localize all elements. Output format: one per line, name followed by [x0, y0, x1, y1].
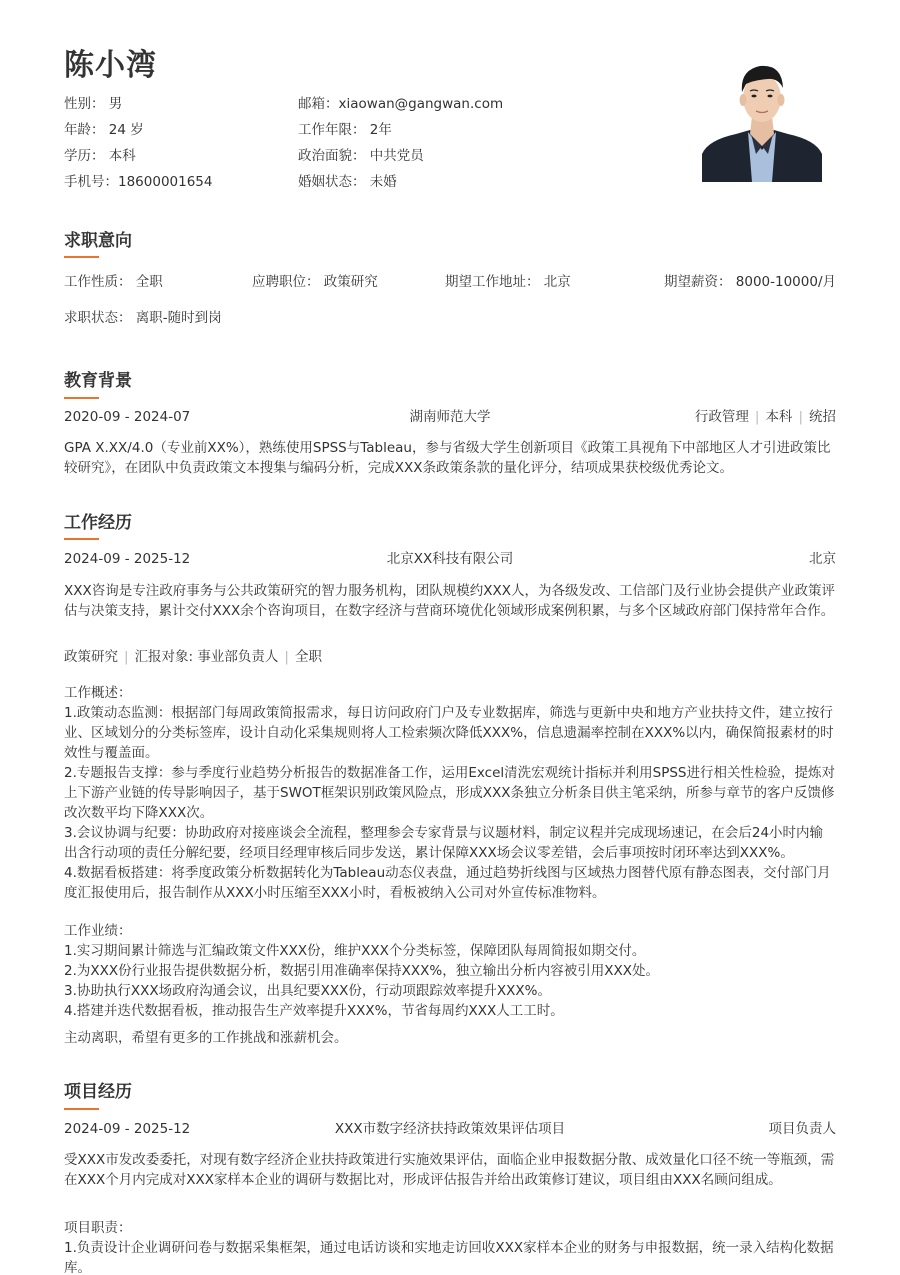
- age: 年龄： 24 岁: [64, 122, 144, 138]
- achievement-label: 工作业绩：: [64, 923, 132, 939]
- info-row: [64, 173, 584, 199]
- major: 行政管理: [694, 409, 749, 425]
- overview-item: 1.政策动态监测：根据部门每周政策简报需求，每日访问政府门户及专业数据库，筛选与更新中央和地方产业扶持文件，建立按行业、区域划分的分类标签库，设计自动化采集规则将人工检索频次降低XXX%，信息遗漏率控制在XXX%以内，确保简报素材的时效性与覆盖面。: [64, 705, 834, 761]
- project-description: 受XXX市发改委委托，对现有数字经济企业扶持政策进行实施效果评估，面临企业申报数据分散、成效量化口径不统一等瓶颈，需在XXX个月内完成对XXX家样本企业的调研与数据比对，形成评估报告并给出政策修订建议，项目组由XXX名顾问组成。: [64, 1152, 835, 1188]
- achievement-item: 1.实习期间累计筛选与汇编政策文件XXX份，维护XXX个分类标签，保障团队每周简报如期交付。: [64, 943, 646, 959]
- work-tag-group: [64, 647, 322, 667]
- work-tag-report-to: 汇报对象: 事业部负责人: [134, 649, 279, 665]
- work-period: 2024-09 - 2025-12: [64, 551, 191, 567]
- work-tag-type: 全职: [294, 649, 322, 665]
- project-role: 项目负责人: [768, 1121, 836, 1137]
- project-period: 2024-09 - 2025-12: [64, 1121, 191, 1137]
- overview-item: 3.会议协调与纪要：协助政府对接座谈会全流程，整理参会专家背景与议题材料，制定议程并完成现场速记，在会后24小时内输出含行动项的责任分解纪要，经项目经理审核后同步发送，累计保障XXX场会议零差错，会后事项按时闭环率达到XXX%。: [64, 825, 824, 861]
- work-tags: [64, 647, 836, 667]
- section-title-work: 工作经历: [64, 513, 132, 533]
- portrait-icon: [702, 50, 822, 182]
- work-years: 工作年限： 2年: [298, 122, 392, 138]
- work-city: 北京: [809, 551, 836, 567]
- info-row: [64, 121, 584, 147]
- project-header: [64, 1119, 836, 1139]
- section-title-intent: 求职意向: [64, 231, 132, 251]
- achievement-item: 3.协助执行XXX场政府沟通会议，出具纪要XXX份，行动项跟踪效率提升XXX%。: [64, 983, 551, 999]
- project-name: XXX市数字经济扶持政策效果评估项目: [334, 1121, 566, 1137]
- separator: |: [124, 649, 129, 665]
- achievement-item: 2.为XXX份行业报告提供数据分析，数据引用准确率保持XXX%，独立输出分析内容被引用XXX处。: [64, 963, 659, 979]
- section-divider: [64, 397, 99, 399]
- candidate-name: 陈小湾: [64, 48, 157, 83]
- email: 邮箱：xiaowan@gangwan.com: [298, 96, 504, 112]
- section-divider: [64, 538, 99, 540]
- work-header: [64, 549, 836, 569]
- avatar-photo: [702, 50, 822, 182]
- work-achievements: [64, 921, 836, 1021]
- info-row: [64, 95, 584, 121]
- personal-info: [64, 95, 584, 199]
- separator: |: [754, 409, 760, 425]
- work-type: 工作性质： 全职: [64, 274, 163, 290]
- phone: 手机号：18600001654: [64, 174, 213, 190]
- marital-status: 婚姻状态： 未婚: [298, 174, 397, 190]
- achievement-item: 4.搭建并迭代数据看板，推动报告生产效率提升XXX%，节省每周约XXX人工工时。: [64, 1003, 564, 1019]
- school-name: 湖南师范大学: [409, 409, 491, 425]
- education-period: 2020-09 - 2024-07: [64, 409, 191, 425]
- work-overview: [64, 683, 836, 903]
- applied-position: 应聘职位： 政策研究: [252, 274, 378, 290]
- project-duties: [64, 1218, 836, 1275]
- separator: |: [798, 409, 803, 425]
- expected-salary: 期望薪资： 8000-10000/月: [663, 274, 836, 290]
- section-divider: [64, 256, 99, 258]
- section-title-education: 教育背景: [64, 371, 132, 391]
- overview-label: 工作概述：: [64, 685, 132, 701]
- section-title-project: 项目经历: [64, 1082, 132, 1102]
- company-name: 北京XX科技有限公司: [386, 551, 514, 567]
- duty-label: 项目职责：: [64, 1220, 132, 1236]
- expected-location: 期望工作地址： 北京: [445, 274, 571, 290]
- job-status: 求职状态： 离职-随时到岗: [64, 310, 222, 326]
- study-mode: 统招: [809, 409, 836, 425]
- education-header: [64, 407, 836, 427]
- duty-item: 1.负责设计企业调研问卷与数据采集框架，通过电话访谈和实地走访回收XXX家样本企业的财务与申报数据，统一录入结构化数据库。: [64, 1240, 834, 1275]
- political-status: 政治面貌： 中共党员: [298, 148, 424, 164]
- education-level: 学历： 本科: [64, 148, 136, 164]
- leave-reason: 主动离职，希望有更多的工作挑战和涨薪机会。: [64, 1030, 348, 1046]
- overview-item: 4.数据看板搭建：将季度政策分析数据转化为Tableau动态仪表盘，通过趋势折线图与区域热力图替代原有静态图表，交付部门月度汇报使用后，报告制作从XXX小时压缩至XXX小时，看板被纳入公司对外宣传标准物料。: [64, 865, 831, 901]
- separator: |: [284, 649, 289, 665]
- overview-item: 2.专题报告支撑：参与季度行业趋势分析报告的数据准备工作，运用Excel清洗宏观统计指标并利用SPSS进行相关性检验，提炼对上下游产业链的传导影响因子，基于SWOT框架识别政策风险点，形成XXX条独立分析条目供主笔采纳，所参与章节的客户反馈修改次数平均下降XXX次。: [64, 765, 835, 821]
- section-divider: [64, 1108, 99, 1110]
- education-meta: [695, 407, 836, 427]
- degree: 本科: [765, 409, 793, 425]
- work-tag-field: 政策研究: [64, 649, 118, 665]
- company-intro: XXX咨询是专注政府事务与公共政策研究的智力服务机构，团队规模约XXX人，为各级发改、工信部门及行业协会提供产业政策评估与决策支持，累计交付XXX余个咨询项目，在数字经济与营商环境优化领域形成案例积累，与多个区域政府部门保持常年合作。: [64, 583, 835, 619]
- info-row: [64, 147, 584, 173]
- education-description: GPA X.XX/4.0（专业前XX%），熟练使用SPSS与Tableau，参与省级大学生创新项目《政策工具视角下中部地区人才引进政策比较研究》，在团队中负责政策文本搜集与编码分析，完成XXX条政策条款的量化评分，结项成果获校级优秀论文。: [64, 440, 831, 476]
- gender: 性别： 男: [64, 96, 123, 112]
